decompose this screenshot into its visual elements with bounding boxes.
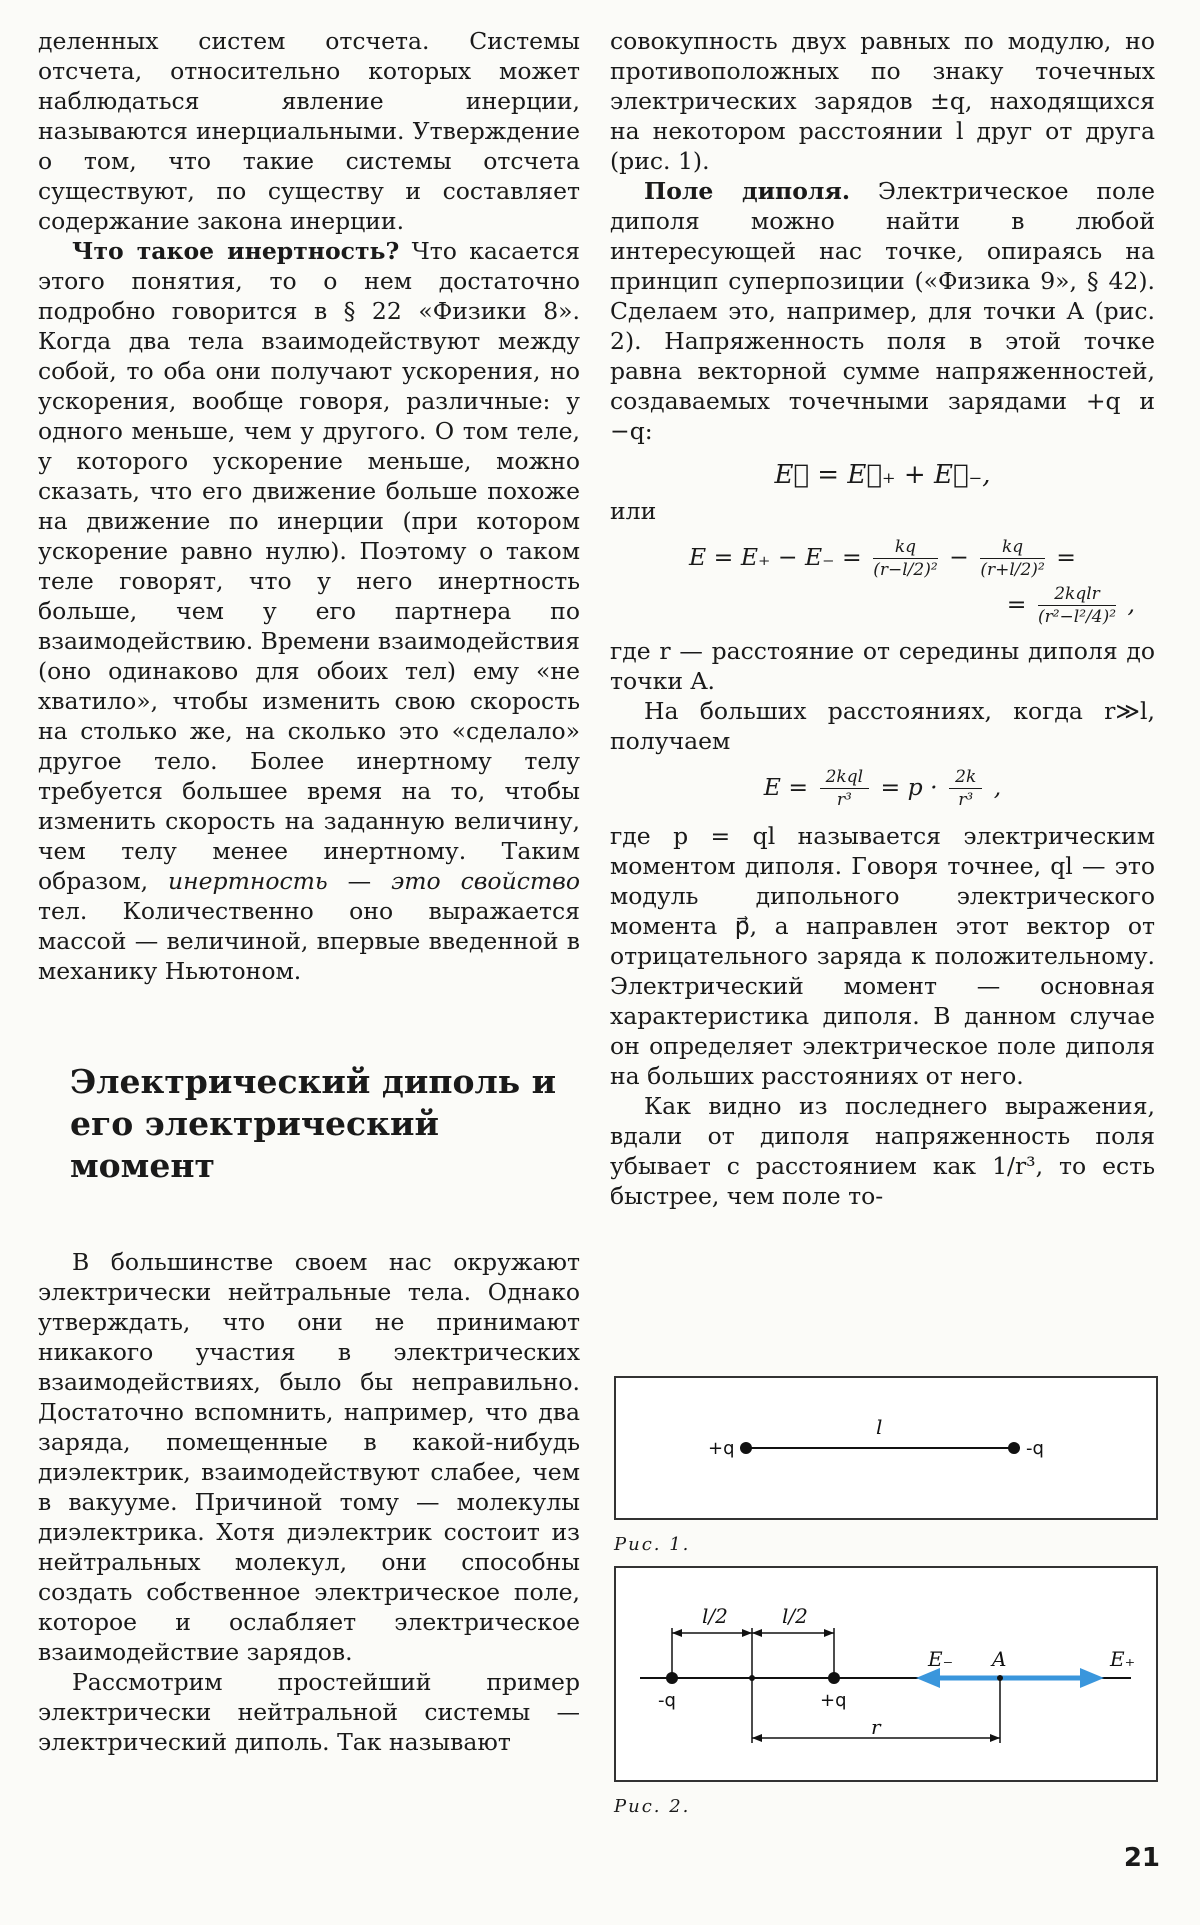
paragraph: Как видно из последнего выражения, вдали от диполя напряженность поля убывает с расстоянием как 1/r³, то есть быстрее, чем поле то-	[610, 1092, 1155, 1210]
numerator: kq	[873, 536, 937, 559]
denominator: (r−l/2)²	[873, 560, 938, 580]
page-number: 21	[1123, 1843, 1160, 1873]
paragraph: совокупность двух равных по модулю, но противоположных по знаку точечных электрических зарядов ±q, находящихся на некотором расстоянии l друг от друга (рис. 1).	[610, 27, 1155, 175]
text-run: тел. Количественно оно выражается массой — величиной, впервые введенной в механику Ньютоном.	[38, 897, 580, 985]
emphasis: инертность	[168, 867, 328, 895]
paragraph: На больших расстояниях, когда r≫l, получаем	[610, 697, 1155, 755]
minus-charge-dot	[1008, 1442, 1020, 1454]
denominator: r³	[958, 790, 974, 810]
distance-r-label: r	[871, 1715, 881, 1739]
numerator: 2kql	[820, 766, 869, 789]
numerator: kq	[980, 536, 1044, 559]
figure-2	[614, 1566, 1158, 1782]
midpoint-dot	[749, 1675, 755, 1681]
eq-op: = p ·	[880, 773, 938, 801]
arrowhead	[672, 1629, 682, 1637]
denominator: (r+l/2)²	[980, 560, 1045, 580]
numerator: 2k	[949, 766, 982, 789]
plus-charge-label: +q	[708, 1438, 735, 1459]
section-heading: Электрический диполь и его электрический момент	[70, 1062, 557, 1185]
figure-1-caption: Рис. 1.	[614, 1534, 691, 1555]
equation-field-result	[610, 583, 1135, 628]
arrowhead	[990, 1734, 1000, 1742]
e-minus-arrowhead	[916, 1668, 940, 1688]
paragraph: где p = ql называется электрическим моментом диполя. Говоря точнее, ql — это модуль дипольного электрического момента p⃗, а направлен этот вектор от отрицательного заряда к положительному. Электрический момент — основная характеристика диполя. В данном случае он определяет электрическое поле диполя на больших расстояниях от него.	[610, 822, 1155, 1090]
denominator: (r²−l²/4)²	[1037, 607, 1117, 627]
text-or: или	[610, 497, 657, 525]
plus-charge-dot	[828, 1672, 840, 1684]
point-a-dot	[997, 1675, 1003, 1681]
eq-op: =	[1056, 543, 1076, 571]
arrowhead	[824, 1629, 834, 1637]
paragraph-inertness	[38, 236, 580, 986]
figure-1	[614, 1376, 1158, 1520]
half-length-label: l/2	[782, 1604, 808, 1628]
e-plus-arrowhead	[1080, 1668, 1104, 1688]
minus-charge-dot	[666, 1672, 678, 1684]
left-column	[38, 26, 580, 1757]
arrowhead	[752, 1629, 762, 1637]
plus-charge-dot	[740, 1442, 752, 1454]
paragraph: В большинстве своем нас окружают электрически нейтральные тела. Однако утверждать, что они не принимают никакого участия в электрических взаимодействиях, было бы неправильно. Достаточно вспомнить, например, что два заряда, помещенные в какой-нибудь диэлектрик, взаимодействуют слабее, чем в вакууме. Причиной тому — молекулы диэлектрика. Хотя диэлектрик состоит из нейтральных молекул, они способны создать собственное электрическое поле, которое и ослабляет электрическое взаимодействие зарядов.	[38, 1248, 580, 1666]
minus-charge-label: -q	[658, 1690, 676, 1711]
point-a-label: A	[992, 1647, 1007, 1671]
fraction	[949, 766, 982, 811]
fraction	[1038, 583, 1116, 628]
e-minus-label: E₋	[928, 1647, 954, 1671]
fraction	[980, 536, 1044, 581]
length-label: l	[876, 1415, 883, 1439]
paragraph: деленных систем отсчета. Системы отсчета, относительно которых может наблюдаться явление инерции, называются инерциальными. Утверждение о том, что такие системы отсчета существуют, по существу и составляет содержание закона инерции.	[38, 27, 580, 235]
arrowhead	[752, 1734, 762, 1742]
eq-op: =	[1006, 590, 1027, 618]
emphasis: это свойство	[391, 867, 580, 895]
run-in-heading: Что такое инертность?	[72, 237, 400, 265]
text-run: Электрическое поле диполя можно найти в любой интересующей нас точке, опираясь на принцип суперпозиции («Физика 9», § 42). Сделаем это, например, для точки A (рис. 2). Напряженность поля в этой точке равна векторной сумме напряженностей, создаваемых точечными зарядами +q и −q:	[610, 177, 1155, 445]
fraction	[820, 766, 869, 811]
text-run: —	[327, 867, 392, 895]
e-plus-label: E₊	[1110, 1647, 1136, 1671]
eq-op: −	[949, 543, 969, 571]
run-in-heading: Поле диполя.	[644, 177, 851, 205]
half-length-label: l/2	[702, 1604, 728, 1628]
equation-far-field	[610, 766, 1155, 811]
paragraph-dipole-field	[610, 176, 1155, 446]
denominator: r³	[836, 790, 852, 810]
paragraph: Рассмотрим простейший пример электрически нейтральной системы — электрический диполь. Так называют	[38, 1668, 580, 1756]
figure-2-drawing	[616, 1568, 1156, 1780]
fraction	[873, 536, 937, 581]
eq-op: ,	[1127, 590, 1135, 618]
arrowhead	[742, 1629, 752, 1637]
numerator: 2kqlr	[1038, 583, 1116, 606]
paragraph: где r — расстояние от середины диполя до точки A.	[610, 637, 1155, 695]
eq-op: ,	[993, 773, 1002, 801]
right-column	[610, 26, 1155, 1211]
equation-field	[610, 536, 1155, 581]
minus-charge-label: -q	[1026, 1438, 1044, 1459]
eq-left: E = E₊ − E₋ =	[689, 543, 862, 571]
figure-1-drawing	[616, 1378, 1156, 1518]
text-run: Что касается этого понятия, то о нем достаточно подробно говорится в § 22 «Физики 8». Когда два тела взаимодействуют между собой, то оба они получают ускорения, но ускорения, вообще говоря, различные: у одного меньше, чем у другого. О том теле, у которого ускорение меньше, можно сказать, что его движение больше похоже на движение по инерции (при котором ускорение равно нулю). Поэтому о таком теле говорят, что у него инертность больше, чем у его партнера по взаимодействию. Времени взаимодействия (оно одинаково для обоих тел) ему «не хватило», чтобы изменить свою скорость на столько же, на сколько это «сделало» другое тело. Более инертному телу требуется большее время на то, чтобы изменить скорость на заданную величину, чем телу менее инертному. Таким образом,	[38, 237, 580, 895]
plus-charge-label: +q	[820, 1690, 847, 1711]
equation-superposition: E⃗ = E⃗₊ + E⃗₋,	[774, 460, 991, 490]
eq-left: E =	[763, 773, 809, 801]
figure-2-caption: Рис. 2.	[614, 1796, 691, 1817]
